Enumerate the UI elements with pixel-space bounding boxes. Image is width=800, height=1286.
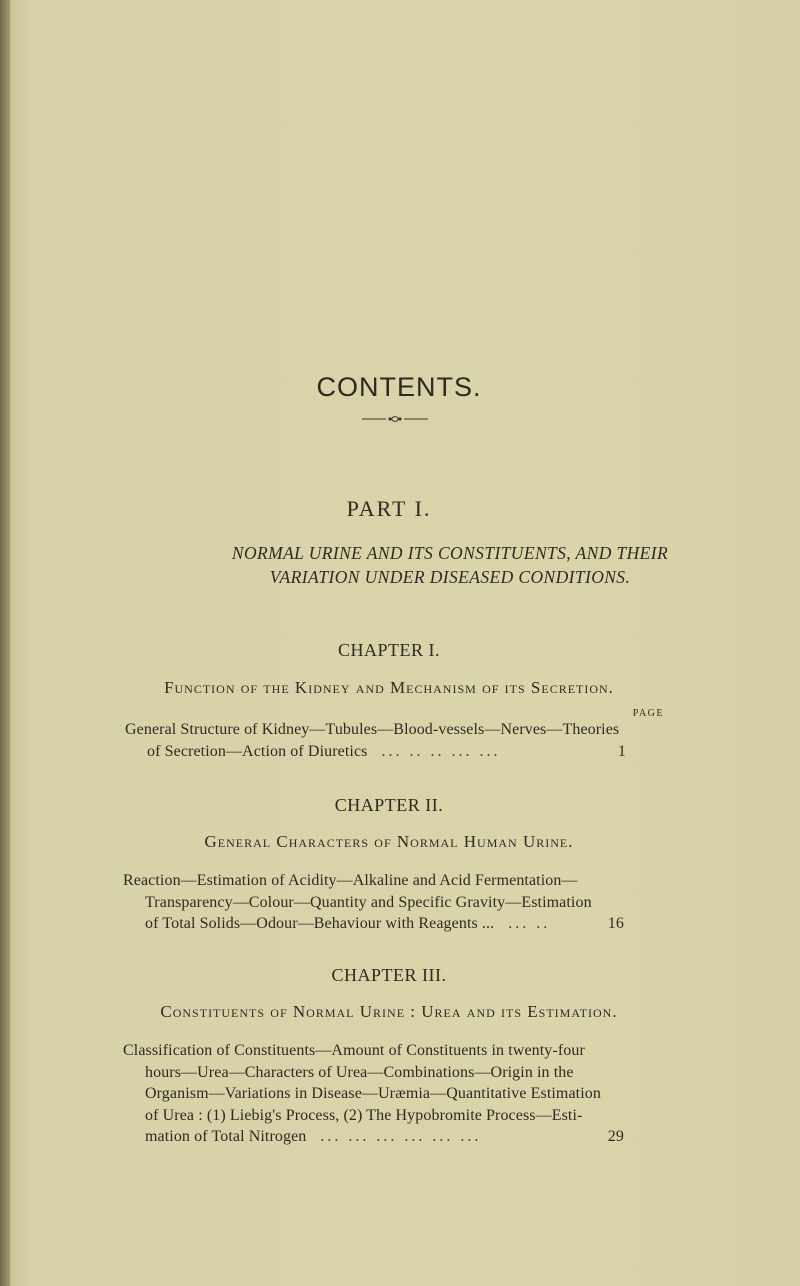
chapter-3-entry-line: of Urea : (1) Liebig's Process, (2) The Hypobromite Process—Esti-: [145, 1106, 583, 1124]
chapter-3-entry-line: Classification of Constituents—Amount of Constituents in twenty-four: [123, 1042, 585, 1059]
dash-dot-ornament-icon: [360, 412, 430, 426]
part-subtitle: [230, 541, 670, 589]
chapter-1-entry-last-line: [125, 741, 626, 763]
contents-title: CONTENTS.: [316, 372, 482, 402]
chapter-2-entry-line: of Total Solids—Odour—Behaviour with Reagents ...: [145, 915, 495, 932]
part-title: PART I.: [346, 496, 432, 521]
chapter-2-entry: [123, 870, 624, 935]
chapter-3-subtitle: Constituents of Normal Urine : Urea and its Estimation.: [160, 1002, 618, 1021]
chapter-1-entry-line: of Secretion—Action of Diuretics: [147, 742, 368, 760]
chapter-3-entry-line: Organism—Variations in Disease—Uræmia—Quantitative Estimation: [145, 1085, 601, 1102]
chapter-2-heading: CHAPTER II.: [334, 795, 444, 815]
chapter-3-entry: [123, 1040, 624, 1148]
chapter-1-page-number: 1: [617, 742, 626, 760]
chapter-2-page-number: 16: [607, 915, 624, 932]
chapter-3-page-number: 29: [607, 1128, 624, 1145]
chapter-3-entry-last-line: [123, 1126, 624, 1148]
chapter-1-subtitle: Function of the Kidney and Mechanism of its Secretion.: [164, 678, 614, 697]
part-subtitle-line-2: VARIATION UNDER DISEASED CONDITIONS.: [269, 567, 631, 587]
chapter-2-entry-last-line: [123, 913, 624, 935]
chapter-1-heading: CHAPTER I.: [337, 640, 440, 660]
dot-leader: ... ... ... ... ... ...: [320, 1128, 482, 1145]
page-column-label: PAGE: [632, 708, 664, 719]
chapter-1-entry-line: General Structure of Kidney—Tubules—Blood-vessels—Nerves—Theories: [125, 721, 620, 738]
chapter-2-entry-line: Transparency—Colour—Quantity and Specific Gravity—Estimation: [145, 893, 592, 911]
dot-leader: ... .. .. ... ...: [381, 742, 501, 760]
chapter-2-subtitle: General Characters of Normal Human Urine.: [204, 832, 574, 851]
dot-leader: ... ..: [508, 915, 551, 932]
chapter-3-entry-line: mation of Total Nitrogen: [145, 1128, 307, 1145]
chapter-1-entry: [125, 719, 626, 762]
part-subtitle-line-1: NORMAL URINE AND ITS CONSTITUENTS, AND THEIR: [231, 543, 669, 563]
chapter-3-entry-line: hours—Urea—Characters of Urea—Combinations—Origin in the: [145, 1063, 574, 1081]
chapter-2-entry-line: Reaction—Estimation of Acidity—Alkaline and Acid Fermentation—: [123, 872, 578, 889]
chapter-3-heading: CHAPTER III.: [331, 965, 447, 985]
